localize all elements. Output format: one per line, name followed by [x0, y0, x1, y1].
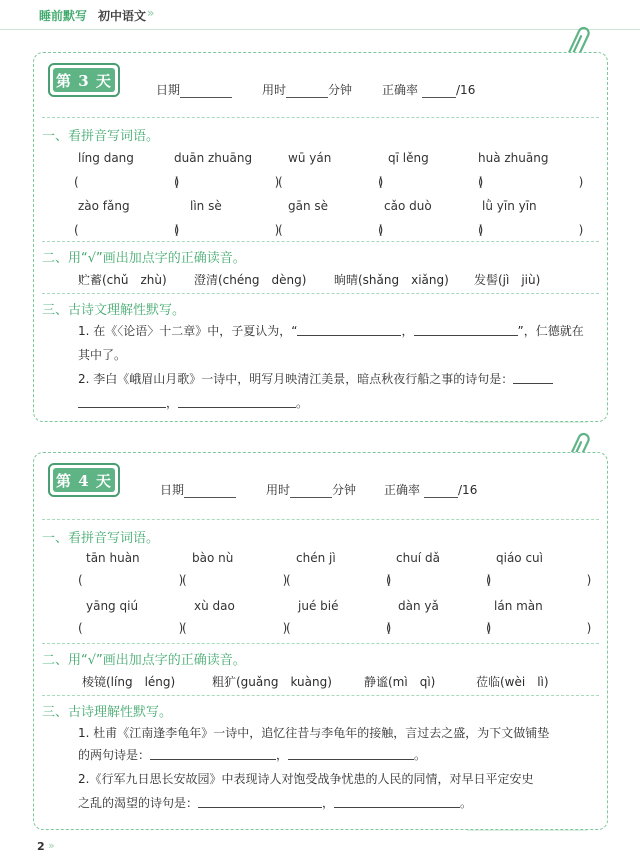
date-label: 日期	[160, 483, 185, 497]
pinyin-item: wū yán	[288, 151, 332, 165]
time-label: 用时	[262, 83, 287, 97]
question-text: 1. 在《〈论语〉十二章》中，子夏认为，“	[78, 324, 298, 338]
accuracy-label: 正确率	[384, 483, 421, 497]
reading-item[interactable]: 贮蓄(chǔ zhù)	[78, 273, 167, 287]
section-title-poetry: 三、古诗理解性默写。	[42, 705, 173, 720]
answer-blank[interactable]: ( )	[386, 573, 492, 587]
minute-label: 分钟	[328, 83, 353, 97]
answer-line[interactable]	[334, 796, 460, 808]
answer-line[interactable]	[513, 372, 553, 384]
answer-line[interactable]	[288, 748, 414, 760]
time-field	[266, 481, 356, 498]
pinyin-item: xù dao	[194, 599, 235, 613]
question-text: ，	[322, 796, 335, 810]
day-card-3	[33, 52, 608, 422]
answer-line[interactable]	[78, 396, 166, 408]
section-divider	[42, 293, 599, 294]
reading-item[interactable]: 粗犷(guǎng kuàng)	[212, 675, 332, 689]
pinyin-item: cǎo duò	[384, 199, 432, 213]
section-title-reading: 二、用“√”画出加点字的正确读音。	[42, 251, 246, 266]
answer-blank[interactable]: ( )	[182, 621, 288, 635]
time-blank[interactable]	[286, 86, 328, 98]
reading-item[interactable]: 莅临(wèi lì)	[476, 675, 549, 689]
date-field	[156, 81, 232, 98]
answer-line[interactable]	[297, 324, 401, 336]
page-number: 2	[37, 840, 45, 853]
section-divider	[42, 117, 599, 118]
answer-line[interactable]	[178, 396, 296, 408]
section-title-pinyin: 一、看拼音写词语。	[42, 129, 160, 144]
pinyin-item: lǜ yīn yīn	[482, 199, 537, 213]
pinyin-item: qī lěng	[388, 151, 429, 165]
answer-blank[interactable]: ( )	[174, 223, 280, 237]
subject-label: 初中语文	[98, 9, 147, 23]
answer-blank[interactable]: ( )	[478, 223, 584, 237]
pinyin-item: jué bié	[298, 599, 339, 613]
question-text: ”，仁德就在	[517, 324, 584, 338]
question-text: ，	[166, 396, 179, 410]
answer-blank[interactable]: ( )	[386, 621, 492, 635]
answer-blank[interactable]: ( )	[478, 175, 584, 189]
day-badge-label: 第 4 天	[53, 468, 115, 492]
section-divider	[42, 241, 599, 242]
pinyin-item: duān zhuāng	[174, 151, 253, 165]
question-1-cont: 其中了。	[78, 348, 127, 362]
minute-label: 分钟	[332, 483, 357, 497]
reading-item[interactable]: 澄清(chéng dèng)	[194, 273, 307, 287]
pinyin-item: gān sè	[288, 199, 329, 213]
answer-blank[interactable]: ( )	[286, 573, 392, 587]
date-field	[160, 481, 236, 498]
time-field	[262, 81, 352, 98]
time-label: 用时	[266, 483, 291, 497]
question-text: 2. 李白《峨眉山月歌》一诗中，明写月映清江美景，暗点秋夜行船之事的诗句是：	[78, 372, 514, 386]
question-text: 之乱的渴望的诗句是：	[78, 796, 199, 810]
question-text: 。	[296, 396, 309, 410]
question-1	[78, 323, 584, 339]
accuracy-total: /16	[458, 483, 478, 497]
day-card-4	[33, 452, 608, 830]
answer-blank[interactable]: ( )	[486, 573, 592, 587]
date-blank[interactable]	[180, 86, 232, 98]
answer-blank[interactable]: ( )	[278, 175, 384, 189]
answer-line[interactable]	[150, 748, 276, 760]
day-badge	[48, 463, 120, 497]
answer-blank[interactable]: ( )	[378, 223, 484, 237]
reading-item[interactable]: 棱镜(líng léng)	[82, 675, 176, 689]
answer-blank[interactable]: ( )	[78, 621, 184, 635]
brand-label: 睡前默写	[39, 9, 88, 23]
date-label: 日期	[156, 83, 181, 97]
answer-blank[interactable]: ( )	[78, 573, 184, 587]
section-divider	[42, 695, 599, 696]
pinyin-item: bào nù	[192, 551, 234, 565]
pinyin-item: yāng qiú	[86, 599, 139, 613]
date-blank[interactable]	[184, 486, 236, 498]
pinyin-item: tān huàn	[86, 551, 140, 565]
pinyin-item: chuí dǎ	[396, 551, 440, 565]
section-title-pinyin: 一、看拼音写词语。	[42, 531, 160, 546]
pinyin-item: dàn yǎ	[398, 599, 439, 613]
chevron-right-icon: »	[48, 839, 55, 852]
question-1-cont	[78, 747, 426, 763]
reading-item[interactable]: 晌晴(shǎng xiǎng)	[334, 273, 449, 287]
chevron-right-icon: »	[147, 6, 155, 20]
answer-blank[interactable]: ( )	[378, 175, 484, 189]
pinyin-item: líng dang	[78, 151, 134, 165]
reading-item[interactable]: 发髻(jì jiù)	[474, 273, 541, 287]
accuracy-label: 正确率	[382, 83, 419, 97]
pinyin-item: huà zhuāng	[478, 151, 549, 165]
pinyin-item: chén jì	[296, 551, 336, 565]
section-title-reading: 二、用“√”画出加点字的正确读音。	[42, 653, 246, 668]
question-text: ，	[401, 324, 414, 338]
section-title-poetry: 三、古诗文理解性默写。	[42, 303, 186, 318]
question-2-cont	[78, 795, 472, 811]
answer-blank[interactable]: ( )	[286, 621, 392, 635]
pinyin-item: lán màn	[494, 599, 543, 613]
question-text: 。	[414, 748, 427, 762]
answer-blank[interactable]: ( )	[182, 573, 288, 587]
section-divider	[42, 643, 599, 644]
accuracy-blank[interactable]	[422, 86, 456, 98]
answer-line[interactable]	[414, 324, 518, 336]
accuracy-blank[interactable]	[424, 486, 458, 498]
answer-blank[interactable]: ( )	[278, 223, 384, 237]
question-text: ，	[276, 748, 289, 762]
section-divider	[42, 519, 599, 520]
time-blank[interactable]	[290, 486, 332, 498]
pinyin-item: lìn sè	[190, 199, 222, 213]
answer-blank[interactable]: ( )	[74, 223, 180, 237]
page-header	[0, 0, 640, 30]
answer-line[interactable]	[198, 796, 322, 808]
question-2-cont	[78, 395, 308, 411]
question-2	[78, 371, 553, 387]
answer-blank[interactable]: ( )	[486, 621, 592, 635]
accuracy-field	[384, 481, 477, 498]
answer-blank[interactable]: ( )	[74, 175, 180, 189]
answer-blank[interactable]: ( )	[174, 175, 280, 189]
accuracy-total: /16	[456, 83, 476, 97]
day-badge-label: 第 3 天	[53, 68, 115, 92]
question-2: 2.《行军九日思长安故园》中表现诗人对饱受战争忧患的人民的同情，对早日平定安史	[78, 772, 534, 786]
reading-item[interactable]: 静谧(mì qì)	[364, 675, 436, 689]
question-text: 。	[460, 796, 473, 810]
accuracy-field	[382, 81, 475, 98]
pinyin-item: qiáo cuì	[496, 551, 543, 565]
day-badge	[48, 63, 120, 97]
question-1: 1. 杜甫《江南逢李龟年》一诗中，追忆往昔与李龟年的接触，言过去之盛，为下文做铺垫	[78, 726, 550, 740]
pinyin-item: zào fǎng	[78, 199, 130, 213]
question-text: 的两句诗是：	[78, 748, 151, 762]
